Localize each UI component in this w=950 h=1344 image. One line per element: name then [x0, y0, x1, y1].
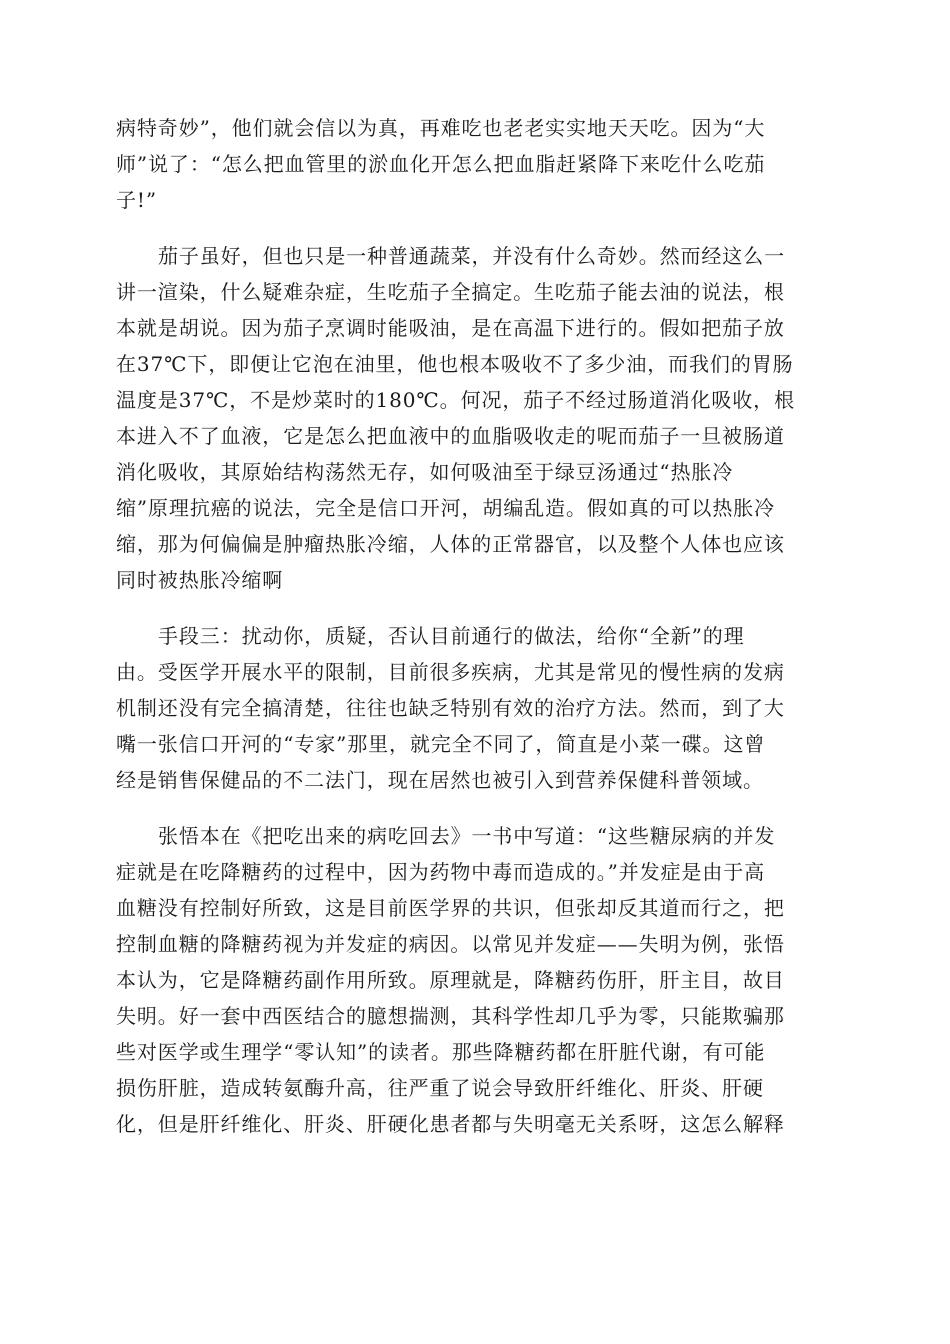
text-line: 在37℃下，即便让它泡在油里，他也根本吸收不了多少油，而我们的胃肠	[116, 352, 794, 376]
text-line: 控制血糖的降糖药视为并发症的病因。以常见并发症——失明为例，张悟	[116, 932, 785, 956]
text-line: 缩”原理抗癌的说法，完全是信口开河，胡编乱造。假如真的可以热胀冷	[116, 496, 776, 520]
document-body	[116, 110, 836, 1142]
paragraph-4	[116, 818, 836, 1142]
paragraph-2	[116, 238, 836, 598]
text-line: 些对医学或生理学“零认知”的读者。那些降糖药都在肝脏代谢，有可能	[116, 1040, 766, 1064]
text-line: 手段三：扰动你，质疑，否认目前通行的做法，给你“全新”的理	[158, 624, 745, 648]
text-line: 同时被热胀冷缩啊	[116, 568, 284, 592]
text-line: 血糖没有控制好所致，这是目前医学界的共识，但张却反其道而行之，把	[116, 896, 785, 920]
text-line: 失明。好一套中西医结合的臆想揣测，其科学性却几乎为零，只能欺骗那	[116, 1004, 785, 1028]
paragraph-3	[116, 618, 836, 798]
text-line: 由。受医学开展水平的限制，目前很多疾病，尤其是常见的慢性病的发病	[116, 660, 785, 684]
text-line: 本进入不了血液，它是怎么把血液中的血脂吸收走的呢而茄子一旦被肠道	[116, 424, 785, 448]
text-line: 嘴一张信口开河的“专家”那里，就完全不同了，简直是小菜一碟。这曾	[116, 732, 766, 756]
text-line: 张悟本在《把吃出来的病吃回去》一书中写道：“这些糖尿病的并发	[158, 824, 776, 848]
text-line: 讲一渲染，什么疑难杂症，生吃茄子全搞定。生吃茄子能去油的说法，根	[116, 280, 785, 304]
text-line: 经是销售保健品的不二法门，现在居然也被引入到营养保健科普领域。	[116, 768, 764, 792]
text-line: 症就是在吃降糖药的过程中，因为药物中毒而造成的。”并发症是由于高	[116, 860, 766, 884]
text-line: 茄子虽好，但也只是一种普通蔬菜，并没有什么奇妙。然而经这么一	[158, 244, 785, 268]
text-line: 消化吸收，其原始结构荡然无存，如何吸油至于绿豆汤通过“热胀冷	[116, 460, 734, 484]
paragraph-1	[116, 110, 836, 218]
text-line: 机制还没有完全搞清楚，往往也缺乏特别有效的治疗方法。然而，到了大	[116, 696, 785, 720]
text-line: 本就是胡说。因为茄子烹调时能吸油，是在高温下进行的。假如把茄子放	[116, 316, 785, 340]
text-line: 师”说了：“怎么把血管里的淤血化开怎么把血脂赶紧降下来吃什么吃茄	[116, 152, 766, 176]
text-line: 病特奇妙”，他们就会信以为真，再难吃也老老实实地天天吃。因为“大	[116, 116, 766, 140]
text-line: 本认为，它是降糖药副作用所致。原理就是，降糖药伤肝，肝主目，故目	[116, 968, 785, 992]
text-line: 温度是37℃，不是炒菜时的180℃。何况，茄子不经过肠道消化吸收，根	[116, 388, 795, 412]
text-line: 子!”	[116, 188, 157, 212]
text-line: 损伤肝脏，造成转氨酶升高，往严重了说会导致肝纤维化、肝炎、肝硬	[116, 1076, 764, 1100]
text-line: 化，但是肝纤维化、肝炎、肝硬化患者都与失明毫无关系呀，这怎么解释	[116, 1112, 785, 1136]
text-line: 缩，那为何偏偏是肿瘤热胀冷缩，人体的正常器官，以及整个人体也应该	[116, 532, 785, 556]
